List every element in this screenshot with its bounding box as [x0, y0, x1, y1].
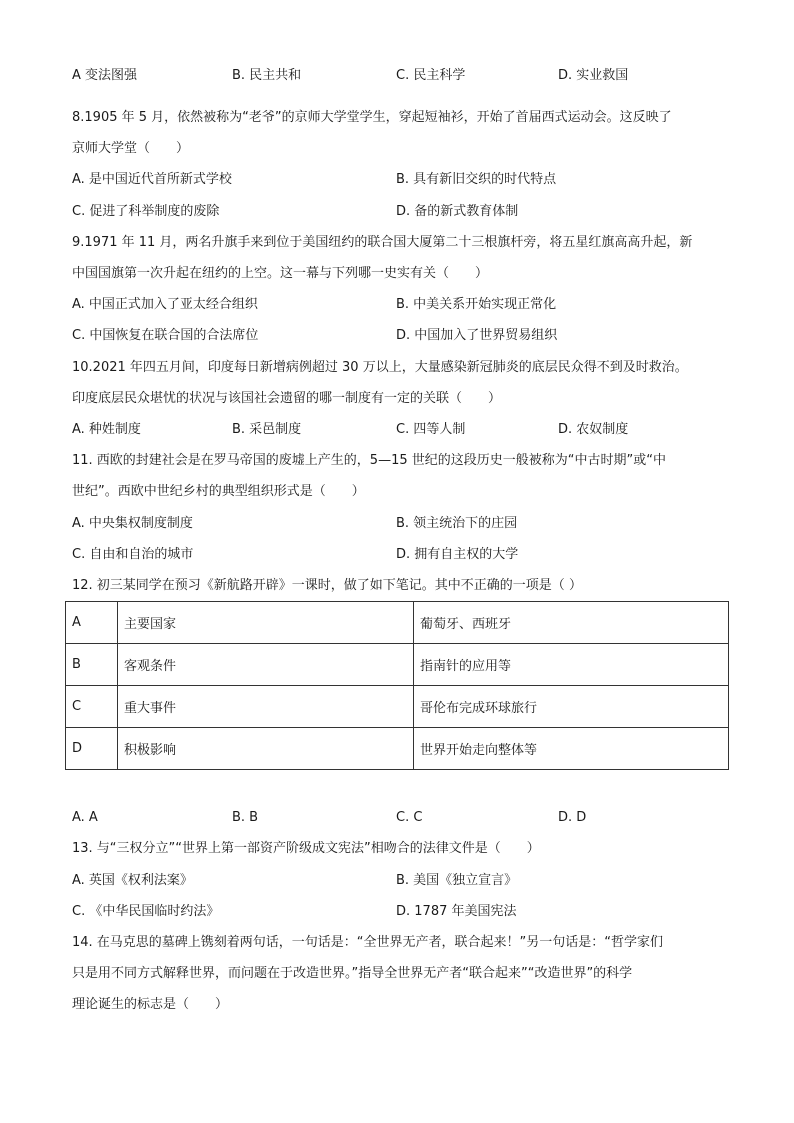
q8-option-b: B. 具有新旧交织的时代特点 — [396, 172, 557, 187]
q13-option-a: A. 英国《权利法案》 — [72, 873, 193, 888]
q9-option-b: B. 中美关系开始实现正常化 — [396, 297, 557, 312]
q14-stem-line2: 只是用不同方式解释世界，而问题在于改造世界。”指导全世界无产者“联合起来”“改造世界”的科学 — [72, 966, 633, 981]
q9-option-d: D. 中国加入了世界贸易组织 — [396, 328, 558, 343]
q14-stem-line1: 14. 在马克思的墓碑上镌刻着两句话，一句话是：“全世界无产者，联合起来！”另一句话是：“哲学家们 — [72, 935, 664, 950]
q12-option-c: C. C — [396, 810, 423, 825]
q7-option-c: C. 民主科学 — [396, 68, 466, 83]
table-cell-letter: B — [66, 644, 118, 686]
table-cell-content: 哥伦布完成环球旅行 — [414, 686, 729, 728]
q10-option-c: C. 四等人制 — [396, 422, 466, 437]
q8-option-c: C. 促进了科举制度的废除 — [72, 204, 220, 219]
q10-option-d: D. 农奴制度 — [558, 422, 629, 437]
q8-stem-line2: 京师大学堂（ ） — [72, 141, 190, 156]
table-row — [66, 686, 729, 728]
q12-option-d: D. D — [558, 810, 587, 825]
q11-option-a: A. 中央集权制度制度 — [72, 516, 193, 531]
q9-stem-line1: 9.1971 年 11 月，两名升旗手来到位于美国纽约的联合国大厦第二十三根旗杆旁，将五星红旗高高升起，新 — [72, 235, 693, 250]
q13-option-d: D. 1787 年美国宪法 — [396, 904, 517, 919]
q8-option-d: D. 备的新式教育体制 — [396, 204, 519, 219]
table-row — [66, 644, 729, 686]
q13-option-c: C. 《中华民国临时约法》 — [72, 904, 220, 919]
q12-option-b: B. B — [232, 810, 259, 825]
q8-stem-line1: 8.1905 年 5 月，依然被称为“老爷”的京师大学堂学生，穿起短袖衫，开始了首届西式运动会。这反映了 — [72, 110, 672, 125]
table-row — [66, 602, 729, 644]
q11-option-c: C. 自由和自治的城市 — [72, 547, 194, 562]
q11-stem-line2: 世纪”。西欧中世纪乡村的典型组织形式是（ ） — [72, 484, 365, 499]
table-cell-aspect: 重大事件 — [118, 686, 414, 728]
table-cell-aspect: 积极影响 — [118, 728, 414, 770]
q9-option-c: C. 中国恢复在联合国的合法席位 — [72, 328, 259, 343]
q11-stem-line1: 11. 西欧的封建社会是在罗马帝国的废墟上产生的，5—15 世纪的这段历史一般被称为“中古时期”或“中 — [72, 453, 666, 468]
q14-stem-line3: 理论诞生的标志是（ ） — [72, 997, 229, 1012]
q10-option-a: A. 种姓制度 — [72, 422, 141, 437]
q7-option-d: D. 实业救国 — [558, 68, 629, 83]
q9-stem-line2: 中国国旗第一次升起在纽约的上空。这一幕与下列哪一史实有关（ ） — [72, 266, 489, 281]
table-cell-content: 世界开始走向整体等 — [414, 728, 729, 770]
q8-option-a: A. 是中国近代首所新式学校 — [72, 172, 232, 187]
q12-option-a: A. A — [72, 810, 98, 825]
q11-option-d: D. 拥有自主权的大学 — [396, 547, 519, 562]
q12-notes-table — [65, 601, 729, 770]
table-cell-aspect: 客观条件 — [118, 644, 414, 686]
q11-option-b: B. 领主统治下的庄园 — [396, 516, 518, 531]
q12-stem: 12. 初三某同学在预习《新航路开辟》一课时，做了如下笔记。其中不正确的一项是（ ） — [72, 578, 582, 593]
table-cell-letter: D — [66, 728, 118, 770]
q9-option-a: A. 中国正式加入了亚太经合组织 — [72, 297, 258, 312]
q10-stem-line2: 印度底层民众堪忧的状况与该国社会遗留的哪一制度有一定的关联（ ） — [72, 391, 502, 406]
q7-option-a: A 变法图强 — [72, 68, 138, 83]
q10-stem-line1: 10.2021 年四五月间，印度每日新增病例超过 30 万以上，大量感染新冠肺炎的底层民众得不到及时救治。 — [72, 360, 688, 375]
table-cell-letter: C — [66, 686, 118, 728]
q13-option-b: B. 美国《独立宣言》 — [396, 873, 518, 888]
table-cell-content: 指南针的应用等 — [414, 644, 729, 686]
table-cell-aspect: 主要国家 — [118, 602, 414, 644]
q13-stem: 13. 与“三权分立”“世界上第一部资产阶级成文宪法”相吻合的法律文件是（ ） — [72, 841, 540, 856]
table-row — [66, 728, 729, 770]
q7-option-b: B. 民主共和 — [232, 68, 302, 83]
table-cell-content: 葡萄牙、西班牙 — [414, 602, 729, 644]
table-cell-letter: A — [66, 602, 118, 644]
q10-option-b: B. 采邑制度 — [232, 422, 302, 437]
